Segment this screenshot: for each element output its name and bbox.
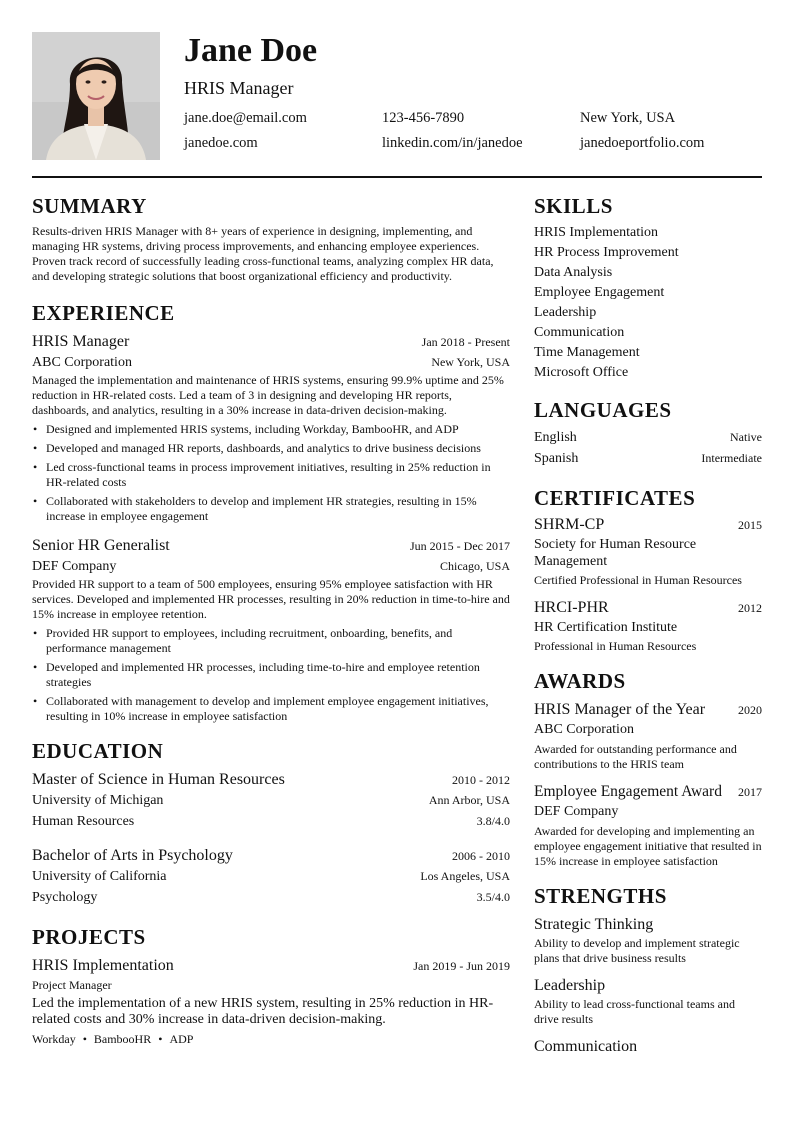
list-item: • Led cross-functional teams in process improvement initiatives, resulting in 25% reduction in HR-related costs bbox=[33, 460, 491, 489]
certificate-description: Professional in Human Resources bbox=[534, 639, 697, 653]
section-heading: LANGUAGES bbox=[534, 398, 672, 422]
section-heading: CERTIFICATES bbox=[534, 486, 696, 510]
skill-item: Microsoft Office bbox=[534, 365, 629, 380]
resume-header bbox=[32, 32, 762, 160]
experience-item bbox=[32, 536, 510, 724]
website-link[interactable]: janedoe.com bbox=[184, 135, 258, 151]
strength-description: Ability to develop and implement strategic plans that drive business results bbox=[534, 936, 740, 965]
degree-name: Bachelor of Arts in Psychology bbox=[32, 847, 233, 864]
award-organization: ABC Corporation bbox=[534, 722, 634, 737]
tag-separator: • bbox=[82, 1032, 87, 1046]
award-description: Awarded for developing and implementing an employee engagement initiative that resulted in 15% increase in employee satisfaction bbox=[534, 824, 762, 868]
job-dates: Jan 2018 - Present bbox=[421, 335, 510, 349]
job-title: Senior HR Generalist bbox=[32, 537, 170, 554]
email-link[interactable]: jane.doe@email.com bbox=[184, 110, 307, 126]
portfolio-link[interactable]: janedoeportfolio.com bbox=[580, 135, 705, 151]
job-description: Provided HR support to a team of 500 employees, ensuring 95% employee satisfaction with HR services. Developed and implemented HR processes, resulting in 20% reduction in time-to-hire and 15% increase in employee retention. bbox=[32, 577, 510, 621]
strength-description: Ability to lead cross-functional teams and drive results bbox=[534, 997, 735, 1026]
field-of-study: Human Resources bbox=[32, 814, 135, 829]
education-item bbox=[32, 770, 510, 832]
project-dates: Jan 2019 - Jun 2019 bbox=[413, 959, 510, 973]
education-item bbox=[32, 846, 510, 908]
awards-section bbox=[534, 668, 762, 869]
project-role: Project Manager bbox=[32, 978, 112, 992]
tag: Workday bbox=[32, 1032, 76, 1046]
field-of-study: Psychology bbox=[32, 890, 98, 905]
gpa-value: 3.8/4.0 bbox=[476, 814, 510, 828]
header-divider bbox=[32, 176, 762, 178]
skill-item: Communication bbox=[534, 325, 625, 340]
section-heading: EDUCATION bbox=[32, 739, 164, 763]
section-heading: SKILLS bbox=[534, 194, 613, 218]
summary-section bbox=[32, 193, 510, 284]
tag-separator: • bbox=[158, 1032, 163, 1046]
certificate-issuer: HR Certification Institute bbox=[534, 620, 678, 635]
school-location: Ann Arbor, USA bbox=[428, 793, 510, 807]
certificate-year: 2012 bbox=[738, 601, 762, 615]
award-name: HRIS Manager of the Year bbox=[534, 701, 706, 718]
profile-photo bbox=[32, 32, 160, 160]
skills-list bbox=[534, 223, 762, 383]
job-location: New York, USA bbox=[431, 355, 510, 369]
list-item: • Collaborated with stakeholders to develop and implement HR strategies, resulting in 15% increase in employee engagement bbox=[33, 494, 477, 523]
certificate-name: SHRM-CP bbox=[534, 516, 605, 533]
languages-section bbox=[534, 397, 762, 469]
linkedin-link[interactable]: linkedin.com/in/janedoe bbox=[382, 135, 523, 151]
experience-section bbox=[32, 300, 510, 724]
language-level: Native bbox=[730, 430, 762, 444]
section-heading: EXPERIENCE bbox=[32, 301, 175, 325]
skill-item: Time Management bbox=[534, 345, 640, 360]
degree-name: Master of Science in Human Resources bbox=[32, 771, 285, 788]
certificate-name: HRCI-PHR bbox=[534, 599, 609, 616]
education-dates: 2010 - 2012 bbox=[452, 773, 510, 787]
certificates-section bbox=[534, 485, 762, 654]
location-text: New York, USA bbox=[580, 110, 676, 126]
award-organization: DEF Company bbox=[534, 804, 619, 819]
certificate-item bbox=[534, 515, 762, 588]
section-heading: STRENGTHS bbox=[534, 884, 667, 908]
sidebar-column bbox=[534, 193, 762, 1057]
skill-item: Employee Engagement bbox=[534, 285, 665, 300]
tag: ADP bbox=[169, 1032, 194, 1046]
strength-name: Strategic Thinking bbox=[534, 916, 654, 933]
language-name: Spanish bbox=[534, 451, 579, 466]
strength-item bbox=[534, 915, 762, 966]
education-section bbox=[32, 738, 510, 908]
skill-item: Data Analysis bbox=[534, 265, 613, 280]
language-item bbox=[534, 448, 762, 469]
tag: BambooHR bbox=[93, 1032, 152, 1046]
section-heading: AWARDS bbox=[534, 669, 626, 693]
job-title: HRIS Manager bbox=[32, 333, 130, 350]
education-dates: 2006 - 2010 bbox=[452, 849, 510, 863]
list-item: • Developed and managed HR reports, dashboards, and analytics to drive business decisions bbox=[33, 441, 481, 455]
achievement-list bbox=[32, 626, 510, 724]
skill-item: HR Process Improvement bbox=[534, 245, 679, 260]
language-name: English bbox=[534, 430, 577, 445]
school-name: University of California bbox=[32, 869, 167, 884]
gpa-value: 3.5/4.0 bbox=[476, 890, 510, 904]
portrait-image bbox=[32, 32, 160, 160]
certificate-item bbox=[534, 598, 762, 654]
award-item bbox=[534, 700, 762, 772]
section-heading: PROJECTS bbox=[32, 925, 146, 949]
company-name: ABC Corporation bbox=[32, 355, 132, 370]
project-tags bbox=[32, 1032, 510, 1047]
strength-name: Communication bbox=[534, 1038, 638, 1055]
experience-item bbox=[32, 332, 510, 524]
award-name: Employee Engagement Award bbox=[534, 783, 722, 800]
strength-name: Leadership bbox=[534, 977, 606, 994]
school-name: University of Michigan bbox=[32, 793, 164, 808]
award-item bbox=[534, 782, 762, 869]
candidate-title: HRIS Manager bbox=[184, 78, 294, 98]
certificate-description: Certified Professional in Human Resources bbox=[534, 573, 742, 587]
list-item: • Designed and implemented HRIS systems, including Workday, BambooHR, and ADP bbox=[33, 422, 459, 436]
strengths-section bbox=[534, 883, 762, 1057]
summary-text: Results-driven HRIS Manager with 8+ years of experience in designing, implementing, and managing HR systems, driving process improvements, and enhancing employee experiences. Proven track record of successfully leading cross-functional teams, analyzing complex HR data, and developing strategic solutions that boost organizational efficiency and productivity. bbox=[32, 224, 494, 283]
award-year: 2017 bbox=[738, 785, 762, 799]
certificate-year: 2015 bbox=[738, 518, 762, 532]
company-name: DEF Company bbox=[32, 559, 117, 574]
projects-section bbox=[32, 924, 510, 1047]
project-item bbox=[32, 956, 510, 1047]
list-item: • Developed and implemented HR processes, including time-to-hire and employee retention strategies bbox=[33, 660, 480, 689]
list-item: • Provided HR support to employees, including recruitment, onboarding, benefits, and performance management bbox=[33, 626, 453, 655]
achievement-list bbox=[32, 422, 510, 524]
phone-number: 123-456-7890 bbox=[382, 110, 465, 126]
award-year: 2020 bbox=[738, 703, 762, 717]
certificate-issuer: Society for Human Resource Management bbox=[534, 537, 697, 569]
skill-item: Leadership bbox=[534, 305, 597, 320]
school-location: Los Angeles, USA bbox=[420, 869, 510, 883]
project-description: Led the implementation of a new HRIS system, resulting in 25% reduction in HR-related costs and 30% increase in data-driven decision-making. bbox=[32, 996, 494, 1027]
candidate-name: Jane Doe bbox=[184, 32, 318, 69]
job-location: Chicago, USA bbox=[440, 559, 510, 573]
strength-item bbox=[534, 1037, 762, 1057]
language-item bbox=[534, 427, 762, 448]
skills-section bbox=[534, 193, 762, 383]
job-description: Managed the implementation and maintenance of HRIS systems, ensuring 99.9% uptime and 25% reduction in HR-related costs. Led a team of 3 in designing and developing HR reports, dashboards, and analytics, resulting in a 30% increase in data-driven decision-making. bbox=[32, 373, 504, 417]
section-heading: SUMMARY bbox=[32, 194, 147, 218]
main-column bbox=[32, 193, 510, 1047]
project-name: HRIS Implementation bbox=[32, 957, 174, 974]
strength-item bbox=[534, 976, 762, 1027]
skill-item: HRIS Implementation bbox=[534, 225, 659, 240]
job-dates: Jun 2015 - Dec 2017 bbox=[410, 539, 510, 553]
list-item: • Collaborated with management to develop and implement employee engagement initiatives, resulting in 10% increase in employee satisfaction bbox=[33, 694, 489, 723]
language-level: Intermediate bbox=[701, 451, 762, 465]
award-description: Awarded for outstanding performance and contributions to the HRIS team bbox=[534, 742, 737, 771]
